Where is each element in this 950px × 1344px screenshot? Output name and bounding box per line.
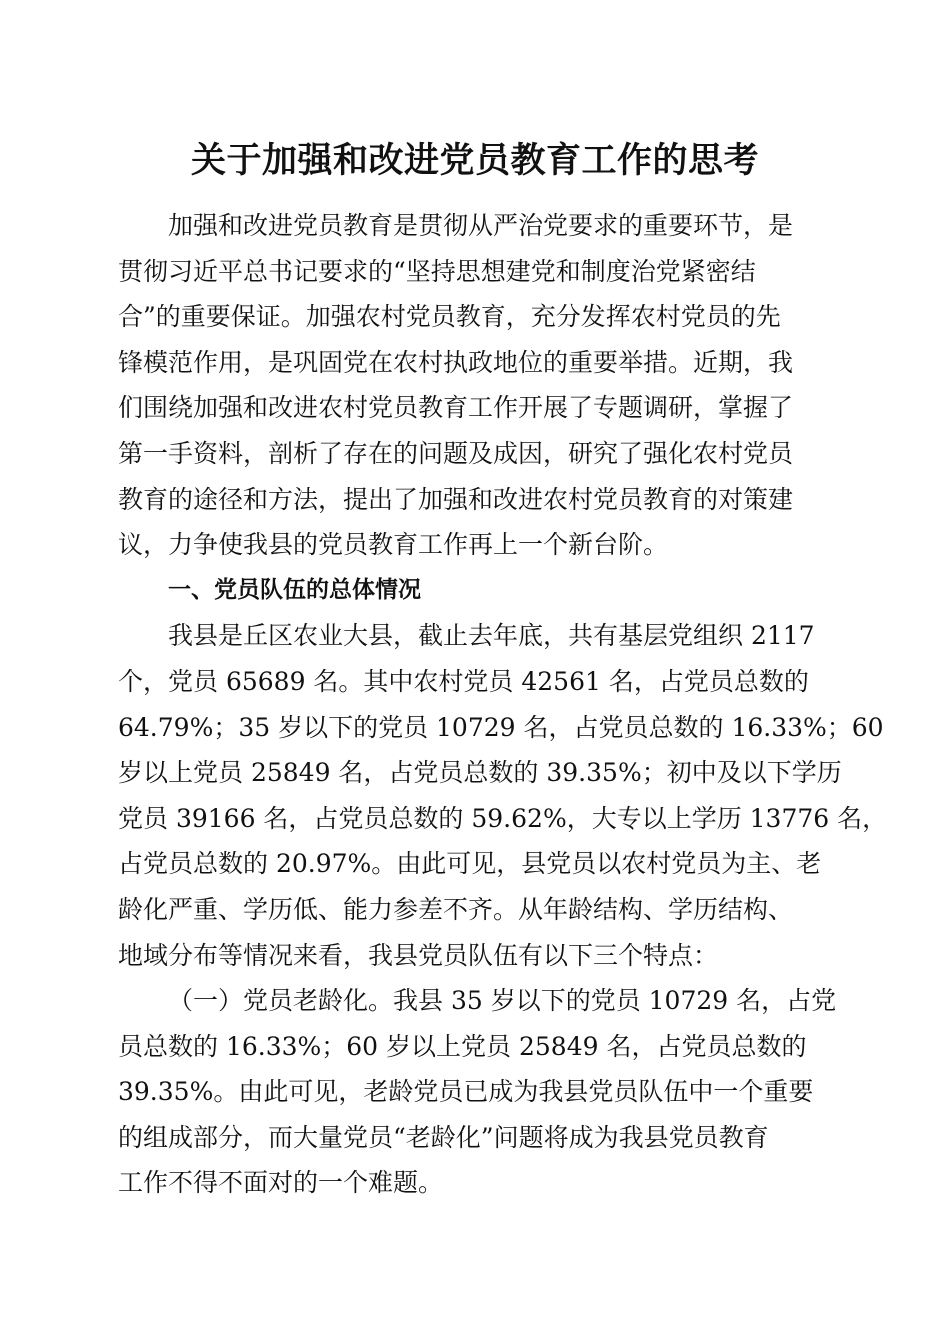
paragraph-line: 议，力争使我县的党员教育工作再上一个新台阶。 xyxy=(118,530,669,560)
paragraph-line: 地域分布等情况来看，我县党员队伍有以下三个特点： xyxy=(118,940,719,970)
paragraph-line: 教育的途径和方法，提出了加强和改进农村党员教育的对策建 xyxy=(118,484,794,514)
paragraph-line: 加强和改进党员教育是贯彻从严治党要求的重要环节，是 xyxy=(168,211,794,240)
subsection-line: （一）党员老龄化。我县 35 岁以下的党员 10729 名，占党 xyxy=(168,986,837,1016)
paragraph-line: 龄化严重、学历低、能力参差不齐。从年龄结构、学历结构、 xyxy=(118,894,794,924)
document-body xyxy=(118,203,888,1206)
paragraph-line: 我县是丘区农业大县，截止去年底，共有基层党组织 2117 xyxy=(168,621,815,651)
paragraph-line: 贯彻习近平总书记要求的“坚持思想建党和制度治党紧密结 xyxy=(118,256,756,286)
paragraph-line: 个，党员 65689 名。其中农村党员 42561 名，占党员总数的 xyxy=(118,666,809,696)
document-title: 关于加强和改进党员教育工作的思考 xyxy=(190,140,759,181)
paragraph-line: 们围绕加强和改进农村党员教育工作开展了专题调研，掌握了 xyxy=(118,393,794,423)
paragraph-line: 39.35%。由此可见，老龄党员已成为我县党员队伍中一个重要 xyxy=(118,1077,814,1107)
paragraph-line: 工作不得不面对的一个难题。 xyxy=(118,1168,444,1198)
section-heading: 一、党员队伍的总体情况 xyxy=(168,576,421,603)
paragraph-line: 锋模范作用，是巩固党在农村执政地位的重要举措。近期，我 xyxy=(118,347,794,377)
paragraph-line: 的组成部分，而大量党员“老龄化”问题将成为我县党员教育 xyxy=(118,1122,769,1152)
paragraph-line: 党员 39166 名，占党员总数的 59.62%，大专以上学历 13776 名， xyxy=(118,803,888,833)
paragraph-line: 合”的重要保证。加强农村党员教育，充分发挥农村党员的先 xyxy=(118,302,781,332)
paragraph-line: 占党员总数的 20.97%。由此可见，县党员以农村党员为主、老 xyxy=(118,849,822,879)
paragraph-line: 员总数的 16.33%；60 岁以上党员 25849 名，占党员总数的 xyxy=(118,1031,807,1061)
paragraph-line: 岁以上党员 25849 名，占党员总数的 39.35%；初中及以下学历 xyxy=(118,758,842,788)
paragraph-line: 64.79%；35 岁以下的党员 10729 名，占党员总数的 16.33%；60 xyxy=(118,712,884,742)
paragraph-line: 第一手资料，剖析了存在的问题及成因，研究了强化农村党员 xyxy=(118,438,794,468)
